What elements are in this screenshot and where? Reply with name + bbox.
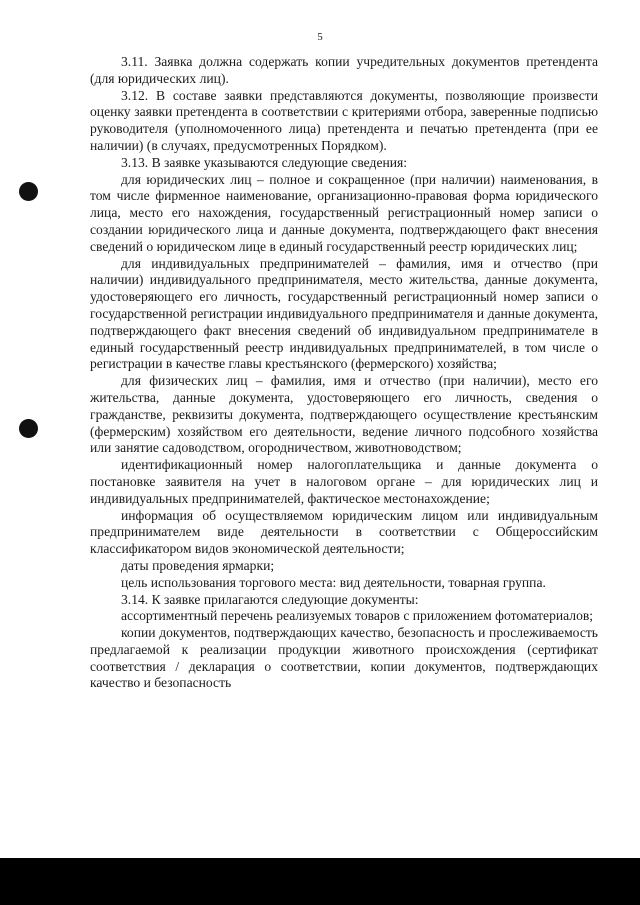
paragraph-trading-place-purpose: цель использования торгового места: вид деятельности, товарная группа. [121,574,546,590]
document-body [90,54,598,692]
paragraph-3-12: 3.12. В составе заявки представляются документы, позволяющие произвести оценку заявки претендента в соответствии с критериями отбора, заверенные подписью руководителя (уполномоченного лица) претендента и печатью претендента (при ее наличии) (в случаях, предусмотренных Порядком). [90,87,598,153]
paragraph-fair-dates: даты проведения ярмарки; [121,557,275,573]
paragraph-tax-id: идентификационный номер налогоплательщика и данные документа о постановке заявителя на учет в налоговом органе – для юридических лиц и индивидуальных предпринимателей, фактическое местонахождение; [90,457,598,506]
paragraph-individual-entrepreneurs: для индивидуальных предпринимателей – фамилия, имя и отчество (при наличии) индивидуального предпринимателя, место жительства, данные документа, удостоверяющего его личность, государственный регистрационный номер записи о государственной регистрации индивидуального предпринимателя и данные документа, подтверждающего факт внесения сведений об индивидуальном предпринимателе в единый государственный реестр индивидуальных предпринимателей, в том числе о регистрации в качестве главы крестьянского (фермерского) хозяйства; [90,255,598,372]
page-number: 5 [317,31,323,43]
punch-hole-bottom [19,419,38,438]
paragraph-individuals: для физических лиц – фамилия, имя и отчество (при наличии), место его жительства, данные документа, удостоверяющего его личность, сведения о гражданстве, реквизиты документа, подтверждающего осуществление крестьянским (фермерским) хозяйством его деятельности, ведение личного подсобного хозяйства или занятие садоводством, огородничеством, животноводством; [90,373,598,456]
paragraph-legal-entities: для юридических лиц – полное и сокращенное (при наличии) наименования, в том числе фирменное наименование, организационно-правовая форма юридического лица, место его нахождения, государственный регистрационный номер записи о создании юридического лица и данные документа, подтверждающего факт внесения сведений о юридическом лице в единый государственный реестр юридических лиц; [90,171,598,254]
scan-bottom-edge [0,858,640,905]
paragraph-3-11: 3.11. Заявка должна содержать копии учредительных документов претендента (для юридических лиц). [90,54,598,86]
paragraph-activity-info: информация об осуществляемом юридическим лицом или индивидуальным предпринимателем виде деятельности в соответствии с Общероссийским классификатором видов экономической деятельности; [90,507,598,557]
punch-hole-top [19,182,38,201]
paragraph-assortment-list: ассортиментный перечень реализуемых товаров с приложением фотоматериалов; [121,608,594,624]
paragraph-3-13: 3.13. В заявке указываются следующие сведения: [121,154,408,170]
paragraph-quality-documents: копии документов, подтверждающих качество, безопасность и прослеживаемость предлагаемой к реализации продукции животного происхождения (сертификат соответствия / декларация о соответствии, копии документов, подтверждающих качество и безопасность [90,625,598,691]
paragraph-3-14: 3.14. К заявке прилагаются следующие документы: [121,591,419,607]
